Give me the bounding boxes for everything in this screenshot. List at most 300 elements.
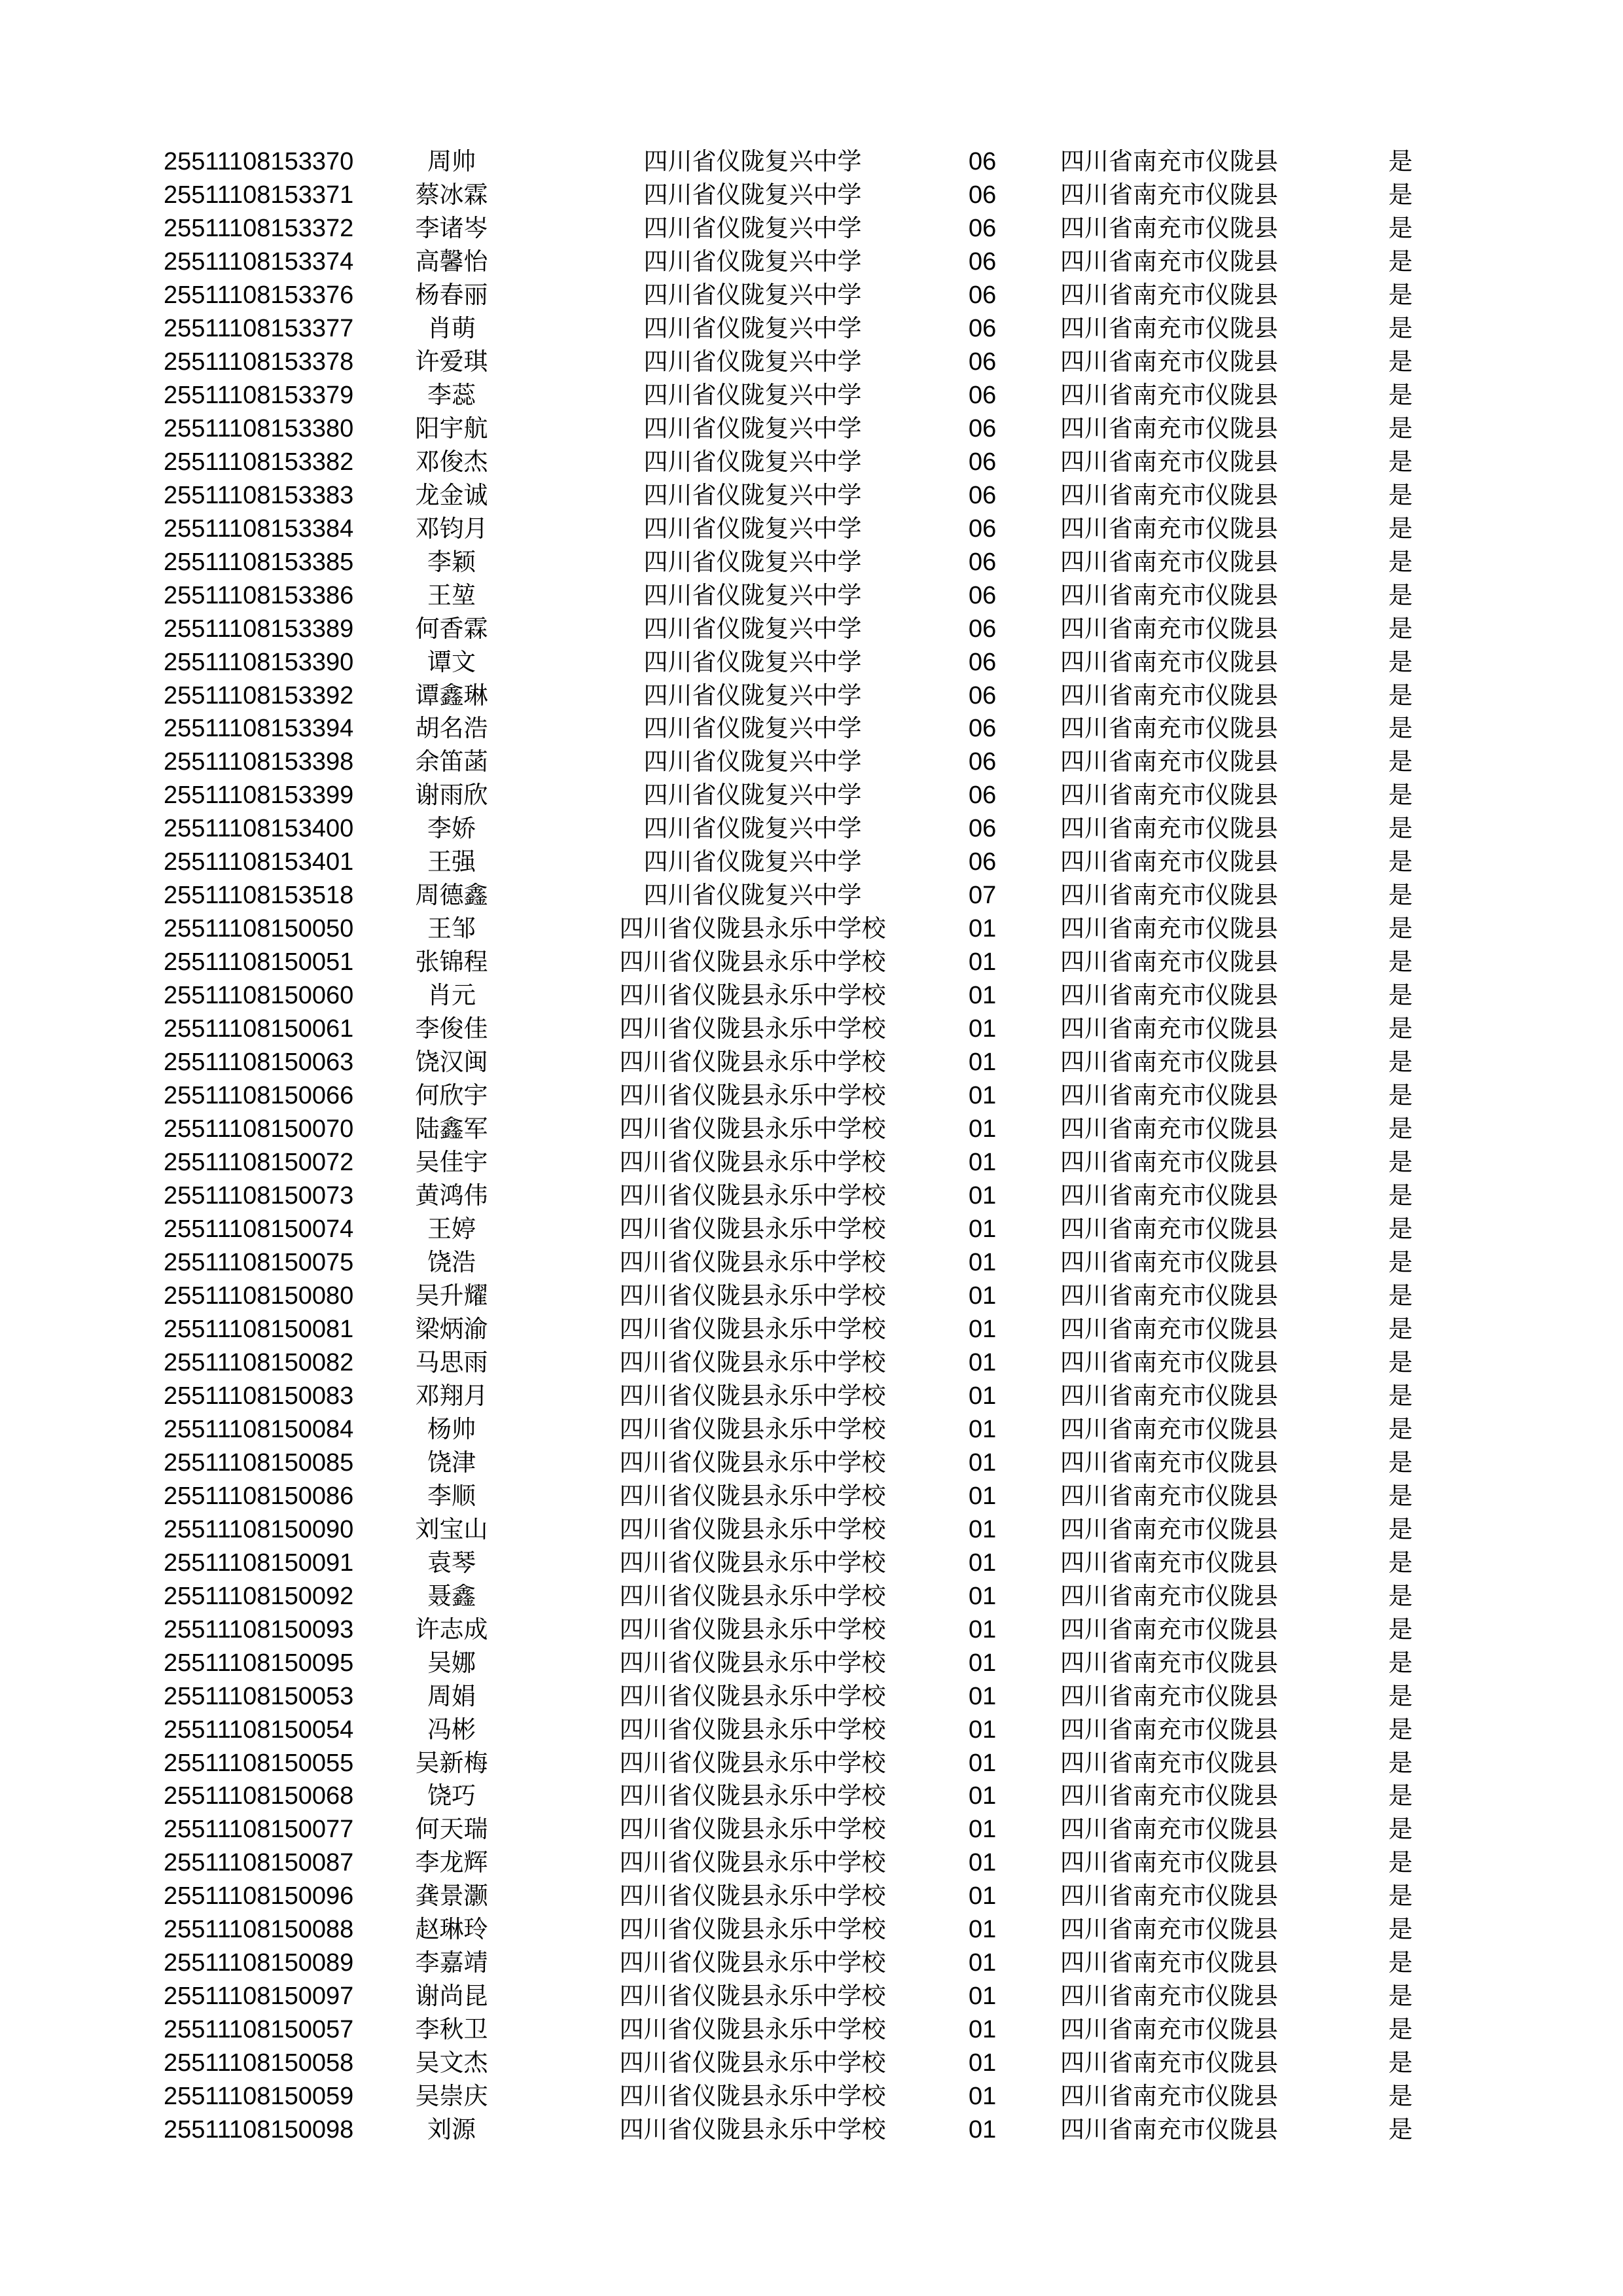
student-name-cell: 袁琴	[427, 1548, 476, 1577]
school-cell: 四川省仪陇复兴中学	[643, 681, 862, 709]
student-name-cell: 马思雨	[415, 1348, 488, 1376]
class-code-cell: 01	[969, 1582, 997, 1610]
student-name-cell: 王邹	[427, 914, 476, 943]
table-row	[0, 412, 1623, 446]
table-row	[0, 379, 1623, 412]
student-name-cell: 周帅	[427, 147, 476, 175]
school-cell: 四川省仪陇县永乐中学校	[619, 1715, 886, 1744]
status-flag-cell: 是	[1388, 1782, 1413, 1810]
student-name-cell: 肖萌	[427, 314, 476, 342]
school-cell: 四川省仪陇复兴中学	[643, 380, 862, 409]
student-name-cell: 吴佳宇	[415, 1148, 488, 1177]
table-row	[0, 546, 1623, 579]
school-cell: 四川省仪陇复兴中学	[643, 747, 862, 776]
candidate-id-cell: 25511108150089	[164, 1949, 354, 1977]
school-cell: 四川省仪陇县永乐中学校	[619, 2015, 886, 2044]
student-name-cell: 饶汉闽	[415, 1048, 488, 1077]
school-cell: 四川省仪陇复兴中学	[643, 547, 862, 576]
status-flag-cell: 是	[1388, 2082, 1413, 2111]
school-cell: 四川省仪陇复兴中学	[643, 714, 862, 743]
candidate-id-cell: 25511108150050	[164, 915, 354, 943]
class-code-cell: 01	[969, 1615, 997, 1643]
region-cell: 四川省南充市仪陇县	[1060, 1181, 1278, 1210]
candidate-id-cell: 25511108150059	[164, 2083, 354, 2111]
region-cell: 四川省南充市仪陇县	[1060, 1515, 1278, 1543]
class-code-cell: 06	[969, 514, 997, 543]
candidate-id-cell: 25511108150058	[164, 2049, 354, 2077]
status-flag-cell: 是	[1388, 747, 1413, 776]
candidate-id-cell: 25511108150084	[164, 1415, 354, 1443]
student-name-cell: 周娟	[427, 1681, 476, 1710]
class-code-cell: 01	[969, 2116, 997, 2144]
student-name-cell: 邓钧月	[415, 514, 488, 543]
candidate-id-cell: 25511108150095	[164, 1649, 354, 1677]
class-code-cell: 06	[969, 815, 997, 843]
class-code-cell: 06	[969, 381, 997, 409]
region-cell: 四川省南充市仪陇县	[1060, 380, 1278, 409]
school-cell: 四川省仪陇县永乐中学校	[619, 1615, 886, 1643]
candidate-id-cell: 25511108153401	[164, 848, 354, 876]
candidate-id-cell: 25511108150091	[164, 1549, 354, 1577]
status-flag-cell: 是	[1388, 1247, 1413, 1276]
status-flag-cell: 是	[1388, 981, 1413, 1010]
table-row	[0, 212, 1623, 245]
student-name-cell: 饶巧	[427, 1782, 476, 1810]
school-cell: 四川省仪陇复兴中学	[643, 447, 862, 476]
region-cell: 四川省南充市仪陇县	[1060, 1215, 1278, 1243]
school-cell: 四川省仪陇县永乐中学校	[619, 1115, 886, 1143]
table-row	[0, 912, 1623, 946]
region-cell: 四川省南充市仪陇县	[1060, 1014, 1278, 1043]
table-row	[0, 346, 1623, 379]
region-cell: 四川省南充市仪陇县	[1060, 2115, 1278, 2144]
class-code-cell: 01	[969, 1382, 997, 1410]
region-cell: 四川省南充市仪陇县	[1060, 147, 1278, 175]
class-code-cell: 01	[969, 1515, 997, 1543]
student-name-cell: 许志成	[415, 1615, 488, 1643]
status-flag-cell: 是	[1388, 914, 1413, 943]
student-name-cell: 李嘉靖	[415, 1948, 488, 1977]
status-flag-cell: 是	[1388, 1748, 1413, 1777]
table-row	[0, 1079, 1623, 1113]
candidate-id-cell: 25511108153377	[164, 314, 354, 342]
candidate-id-cell: 25511108153400	[164, 815, 354, 843]
candidate-id-cell: 25511108150075	[164, 1248, 354, 1276]
candidate-id-cell: 25511108153385	[164, 548, 354, 576]
table-row	[0, 1480, 1623, 1513]
region-cell: 四川省南充市仪陇县	[1060, 1414, 1278, 1443]
status-flag-cell: 是	[1388, 1014, 1413, 1043]
region-cell: 四川省南充市仪陇县	[1060, 1048, 1278, 1077]
student-name-cell: 聂鑫	[427, 1581, 476, 1610]
status-flag-cell: 是	[1388, 213, 1413, 242]
school-cell: 四川省仪陇县永乐中学校	[619, 1381, 886, 1410]
candidate-id-cell: 25511108153380	[164, 414, 354, 442]
student-name-cell: 冯彬	[427, 1715, 476, 1744]
class-code-cell: 06	[969, 481, 997, 509]
table-row	[0, 2047, 1623, 2080]
student-name-cell: 饶津	[427, 1448, 476, 1477]
region-cell: 四川省南充市仪陇县	[1060, 1548, 1278, 1577]
candidate-id-cell: 25511108150080	[164, 1282, 354, 1310]
class-code-cell: 01	[969, 1816, 997, 1844]
student-name-cell: 陆鑫军	[415, 1115, 488, 1143]
candidate-id-cell: 25511108150074	[164, 1215, 354, 1243]
table-row	[0, 1813, 1623, 1846]
student-name-cell: 邓翔月	[415, 1381, 488, 1410]
status-flag-cell: 是	[1388, 1915, 1413, 1944]
candidate-id-cell: 25511108153371	[164, 181, 354, 209]
student-name-cell: 李颖	[427, 547, 476, 576]
student-name-cell: 谭文	[427, 647, 476, 676]
class-code-cell: 06	[969, 581, 997, 609]
candidate-id-cell: 25511108150085	[164, 1448, 354, 1477]
status-flag-cell: 是	[1388, 1181, 1413, 1210]
class-code-cell: 01	[969, 1448, 997, 1477]
school-cell: 四川省仪陇复兴中学	[643, 581, 862, 609]
student-name-cell: 吴升耀	[415, 1281, 488, 1310]
school-cell: 四川省仪陇复兴中学	[643, 614, 862, 643]
status-flag-cell: 是	[1388, 514, 1413, 543]
student-name-cell: 李龙辉	[415, 1848, 488, 1877]
class-code-cell: 06	[969, 181, 997, 209]
region-cell: 四川省南充市仪陇县	[1060, 1247, 1278, 1276]
region-cell: 四川省南充市仪陇县	[1060, 881, 1278, 910]
status-flag-cell: 是	[1388, 1681, 1413, 1710]
class-code-cell: 06	[969, 781, 997, 810]
school-cell: 四川省仪陇县永乐中学校	[619, 1314, 886, 1343]
school-cell: 四川省仪陇县永乐中学校	[619, 1215, 886, 1243]
status-flag-cell: 是	[1388, 848, 1413, 876]
student-name-cell: 谭鑫琳	[415, 681, 488, 709]
table-row	[0, 1046, 1623, 1079]
class-code-cell: 01	[969, 1682, 997, 1710]
status-flag-cell: 是	[1388, 1448, 1413, 1477]
school-cell: 四川省仪陇县永乐中学校	[619, 1414, 886, 1443]
status-flag-cell: 是	[1388, 1548, 1413, 1577]
candidate-id-cell: 25511108153394	[164, 715, 354, 743]
candidate-id-cell: 25511108150072	[164, 1149, 354, 1177]
student-name-cell: 杨春丽	[415, 280, 488, 309]
table-row	[0, 646, 1623, 679]
region-cell: 四川省南充市仪陇县	[1060, 1848, 1278, 1877]
region-cell: 四川省南充市仪陇县	[1060, 948, 1278, 977]
candidate-id-cell: 25511108153378	[164, 348, 354, 376]
status-flag-cell: 是	[1388, 1314, 1413, 1343]
status-flag-cell: 是	[1388, 781, 1413, 810]
table-row	[0, 1647, 1623, 1680]
school-cell: 四川省仪陇县永乐中学校	[619, 1448, 886, 1477]
student-name-cell: 何香霖	[415, 614, 488, 643]
school-cell: 四川省仪陇县永乐中学校	[619, 1281, 886, 1310]
status-flag-cell: 是	[1388, 1581, 1413, 1610]
region-cell: 四川省南充市仪陇县	[1060, 1148, 1278, 1177]
class-code-cell: 06	[969, 148, 997, 175]
student-name-cell: 李诸岑	[415, 213, 488, 242]
student-name-cell: 肖元	[427, 981, 476, 1010]
table-row	[0, 812, 1623, 846]
table-row	[0, 2113, 1623, 2147]
region-cell: 四川省南充市仪陇县	[1060, 714, 1278, 743]
candidate-id-cell: 25511108150063	[164, 1049, 354, 1077]
region-cell: 四川省南充市仪陇县	[1060, 1615, 1278, 1643]
table-row	[0, 1146, 1623, 1179]
school-cell: 四川省仪陇县永乐中学校	[619, 1982, 886, 2011]
school-cell: 四川省仪陇县永乐中学校	[619, 1748, 886, 1777]
class-code-cell: 06	[969, 648, 997, 676]
candidate-id-cell: 25511108153370	[164, 148, 354, 175]
status-flag-cell: 是	[1388, 1948, 1413, 1977]
region-cell: 四川省南充市仪陇县	[1060, 581, 1278, 609]
candidate-id-cell: 25511108150073	[164, 1182, 354, 1210]
table-row	[0, 1780, 1623, 1813]
school-cell: 四川省仪陇复兴中学	[643, 213, 862, 242]
class-code-cell: 01	[969, 1248, 997, 1276]
region-cell: 四川省南充市仪陇县	[1060, 681, 1278, 709]
student-name-cell: 杨帅	[427, 1414, 476, 1443]
class-code-cell: 01	[969, 1149, 997, 1177]
school-cell: 四川省仪陇县永乐中学校	[619, 1148, 886, 1177]
school-cell: 四川省仪陇县永乐中学校	[619, 1081, 886, 1110]
table-row	[0, 1913, 1623, 1946]
class-code-cell: 01	[969, 1315, 997, 1343]
status-flag-cell: 是	[1388, 1115, 1413, 1143]
table-row	[0, 1980, 1623, 2013]
school-cell: 四川省仪陇县永乐中学校	[619, 1782, 886, 1810]
student-name-cell: 赵琳玲	[415, 1915, 488, 1944]
student-name-cell: 高馨怡	[415, 247, 488, 276]
region-cell: 四川省南充市仪陇县	[1060, 1648, 1278, 1677]
student-name-cell: 李秋卫	[415, 2015, 488, 2044]
candidate-id-cell: 25511108150054	[164, 1715, 354, 1744]
candidate-id-cell: 25511108150083	[164, 1382, 354, 1410]
school-cell: 四川省仪陇复兴中学	[643, 781, 862, 810]
table-row	[0, 1313, 1623, 1346]
status-flag-cell: 是	[1388, 414, 1413, 442]
region-cell: 四川省南充市仪陇县	[1060, 1982, 1278, 2011]
class-code-cell: 01	[969, 1715, 997, 1744]
status-flag-cell: 是	[1388, 1515, 1413, 1543]
student-name-cell: 王婷	[427, 1215, 476, 1243]
student-name-cell: 李蕊	[427, 380, 476, 409]
class-code-cell: 06	[969, 214, 997, 242]
candidate-id-cell: 25511108150061	[164, 1015, 354, 1043]
region-cell: 四川省南充市仪陇县	[1060, 1948, 1278, 1977]
student-name-cell: 李俊佳	[415, 1014, 488, 1043]
region-cell: 四川省南充市仪陇县	[1060, 1081, 1278, 1110]
status-flag-cell: 是	[1388, 814, 1413, 843]
table-row	[0, 1446, 1623, 1480]
school-cell: 四川省仪陇县永乐中学校	[619, 948, 886, 977]
school-cell: 四川省仪陇县永乐中学校	[619, 2049, 886, 2077]
table-row	[0, 946, 1623, 979]
student-name-cell: 李顺	[427, 1481, 476, 1510]
region-cell: 四川省南充市仪陇县	[1060, 1715, 1278, 1744]
candidate-id-cell: 25511108153379	[164, 381, 354, 409]
class-code-cell: 06	[969, 848, 997, 876]
status-flag-cell: 是	[1388, 614, 1413, 643]
table-row	[0, 446, 1623, 479]
table-row	[0, 2013, 1623, 2047]
candidate-id-cell: 25511108150086	[164, 1482, 354, 1510]
table-row	[0, 846, 1623, 879]
school-cell: 四川省仪陇县永乐中学校	[619, 1048, 886, 1077]
region-cell: 四川省南充市仪陇县	[1060, 414, 1278, 442]
student-name-cell: 何天瑞	[415, 1815, 488, 1844]
region-cell: 四川省南充市仪陇县	[1060, 314, 1278, 342]
school-cell: 四川省仪陇县永乐中学校	[619, 1014, 886, 1043]
student-name-cell: 许爱琪	[415, 347, 488, 376]
school-cell: 四川省仪陇县永乐中学校	[619, 2115, 886, 2144]
class-code-cell: 06	[969, 715, 997, 743]
class-code-cell: 01	[969, 1916, 997, 1944]
region-cell: 四川省南充市仪陇县	[1060, 213, 1278, 242]
region-cell: 四川省南充市仪陇县	[1060, 848, 1278, 876]
school-cell: 四川省仪陇复兴中学	[643, 247, 862, 276]
region-cell: 四川省南充市仪陇县	[1060, 1314, 1278, 1343]
table-row	[0, 1280, 1623, 1313]
school-cell: 四川省仪陇县永乐中学校	[619, 1348, 886, 1376]
table-row	[0, 745, 1623, 779]
candidate-id-cell: 25511108150090	[164, 1515, 354, 1543]
school-cell: 四川省仪陇县永乐中学校	[619, 1181, 886, 1210]
class-code-cell: 01	[969, 2016, 997, 2044]
candidate-id-cell: 25511108150055	[164, 1749, 354, 1777]
region-cell: 四川省南充市仪陇县	[1060, 1115, 1278, 1143]
class-code-cell: 01	[969, 2049, 997, 2077]
candidate-id-cell: 25511108153384	[164, 514, 354, 543]
status-flag-cell: 是	[1388, 681, 1413, 709]
candidate-id-cell: 25511108153376	[164, 281, 354, 309]
student-name-cell: 黄鸿伟	[415, 1181, 488, 1210]
student-name-cell: 饶浩	[427, 1247, 476, 1276]
school-cell: 四川省仪陇复兴中学	[643, 147, 862, 175]
candidate-id-cell: 25511108153399	[164, 781, 354, 810]
status-flag-cell: 是	[1388, 1381, 1413, 1410]
region-cell: 四川省南充市仪陇县	[1060, 514, 1278, 543]
class-code-cell: 01	[969, 1415, 997, 1443]
table-row	[0, 1413, 1623, 1446]
candidate-id-cell: 25511108153386	[164, 581, 354, 609]
region-cell: 四川省南充市仪陇县	[1060, 2015, 1278, 2044]
class-code-cell: 06	[969, 281, 997, 309]
region-cell: 四川省南充市仪陇县	[1060, 2082, 1278, 2111]
school-cell: 四川省仪陇县永乐中学校	[619, 1915, 886, 1944]
status-flag-cell: 是	[1388, 447, 1413, 476]
class-code-cell: 06	[969, 681, 997, 709]
candidate-id-cell: 25511108150070	[164, 1115, 354, 1143]
status-flag-cell: 是	[1388, 1414, 1413, 1443]
student-name-cell: 龚景灏	[415, 1882, 488, 1910]
table-row	[0, 879, 1623, 912]
region-cell: 四川省南充市仪陇县	[1060, 1915, 1278, 1944]
region-cell: 四川省南充市仪陇县	[1060, 1782, 1278, 1810]
class-code-cell: 01	[969, 1115, 997, 1143]
table-row	[0, 579, 1623, 613]
status-flag-cell: 是	[1388, 1715, 1413, 1744]
region-cell: 四川省南充市仪陇县	[1060, 1381, 1278, 1410]
class-code-cell: 01	[969, 1949, 997, 1977]
table-row	[0, 1580, 1623, 1613]
class-code-cell: 06	[969, 615, 997, 643]
status-flag-cell: 是	[1388, 647, 1413, 676]
table-row	[0, 1213, 1623, 1246]
status-flag-cell: 是	[1388, 1648, 1413, 1677]
status-flag-cell: 是	[1388, 1348, 1413, 1376]
table-row	[0, 613, 1623, 646]
region-cell: 四川省南充市仪陇县	[1060, 480, 1278, 509]
school-cell: 四川省仪陇县永乐中学校	[619, 1848, 886, 1877]
student-table	[0, 145, 1623, 2147]
region-cell: 四川省南充市仪陇县	[1060, 1281, 1278, 1310]
student-name-cell: 余笛菡	[415, 747, 488, 776]
status-flag-cell: 是	[1388, 1148, 1413, 1177]
candidate-id-cell: 25511108150066	[164, 1082, 354, 1110]
class-code-cell: 01	[969, 1549, 997, 1577]
school-cell: 四川省仪陇县永乐中学校	[619, 1882, 886, 1910]
student-name-cell: 梁炳渝	[415, 1314, 488, 1343]
table-row	[0, 979, 1623, 1013]
region-cell: 四川省南充市仪陇县	[1060, 781, 1278, 810]
region-cell: 四川省南充市仪陇县	[1060, 547, 1278, 576]
table-row	[0, 1713, 1623, 1747]
school-cell: 四川省仪陇县永乐中学校	[619, 1481, 886, 1510]
school-cell: 四川省仪陇县永乐中学校	[619, 1515, 886, 1543]
status-flag-cell: 是	[1388, 480, 1413, 509]
region-cell: 四川省南充市仪陇县	[1060, 1448, 1278, 1477]
school-cell: 四川省仪陇复兴中学	[643, 347, 862, 376]
candidate-id-cell: 25511108150098	[164, 2116, 354, 2144]
region-cell: 四川省南充市仪陇县	[1060, 1882, 1278, 1910]
status-flag-cell: 是	[1388, 147, 1413, 175]
student-name-cell: 刘宝山	[415, 1515, 488, 1543]
class-code-cell: 01	[969, 1015, 997, 1043]
class-code-cell: 01	[969, 948, 997, 977]
school-cell: 四川省仪陇县永乐中学校	[619, 1948, 886, 1977]
region-cell: 四川省南充市仪陇县	[1060, 647, 1278, 676]
status-flag-cell: 是	[1388, 2115, 1413, 2144]
student-name-cell: 谢尚昆	[415, 1982, 488, 2011]
class-code-cell: 01	[969, 2083, 997, 2111]
status-flag-cell: 是	[1388, 1048, 1413, 1077]
status-flag-cell: 是	[1388, 1281, 1413, 1310]
candidate-id-cell: 25511108153398	[164, 748, 354, 776]
table-row	[0, 2080, 1623, 2113]
student-name-cell: 吴崇庆	[415, 2082, 488, 2111]
status-flag-cell: 是	[1388, 1615, 1413, 1643]
candidate-id-cell: 25511108150096	[164, 1882, 354, 1910]
candidate-id-cell: 25511108153390	[164, 648, 354, 676]
region-cell: 四川省南充市仪陇县	[1060, 1481, 1278, 1510]
region-cell: 四川省南充市仪陇县	[1060, 2049, 1278, 2077]
student-name-cell: 蔡冰霖	[415, 180, 488, 209]
region-cell: 四川省南充市仪陇县	[1060, 614, 1278, 643]
class-code-cell: 01	[969, 1849, 997, 1877]
student-name-cell: 周德鑫	[415, 881, 488, 910]
candidate-id-cell: 25511108150051	[164, 948, 354, 977]
school-cell: 四川省仪陇县永乐中学校	[619, 1681, 886, 1710]
school-cell: 四川省仪陇县永乐中学校	[619, 1548, 886, 1577]
region-cell: 四川省南充市仪陇县	[1060, 1748, 1278, 1777]
table-row	[0, 1113, 1623, 1146]
region-cell: 四川省南充市仪陇县	[1060, 1348, 1278, 1376]
table-row	[0, 179, 1623, 212]
status-flag-cell: 是	[1388, 1982, 1413, 2011]
table-row	[0, 145, 1623, 179]
student-name-cell: 胡名浩	[415, 714, 488, 743]
status-flag-cell: 是	[1388, 347, 1413, 376]
class-code-cell: 01	[969, 1982, 997, 2011]
